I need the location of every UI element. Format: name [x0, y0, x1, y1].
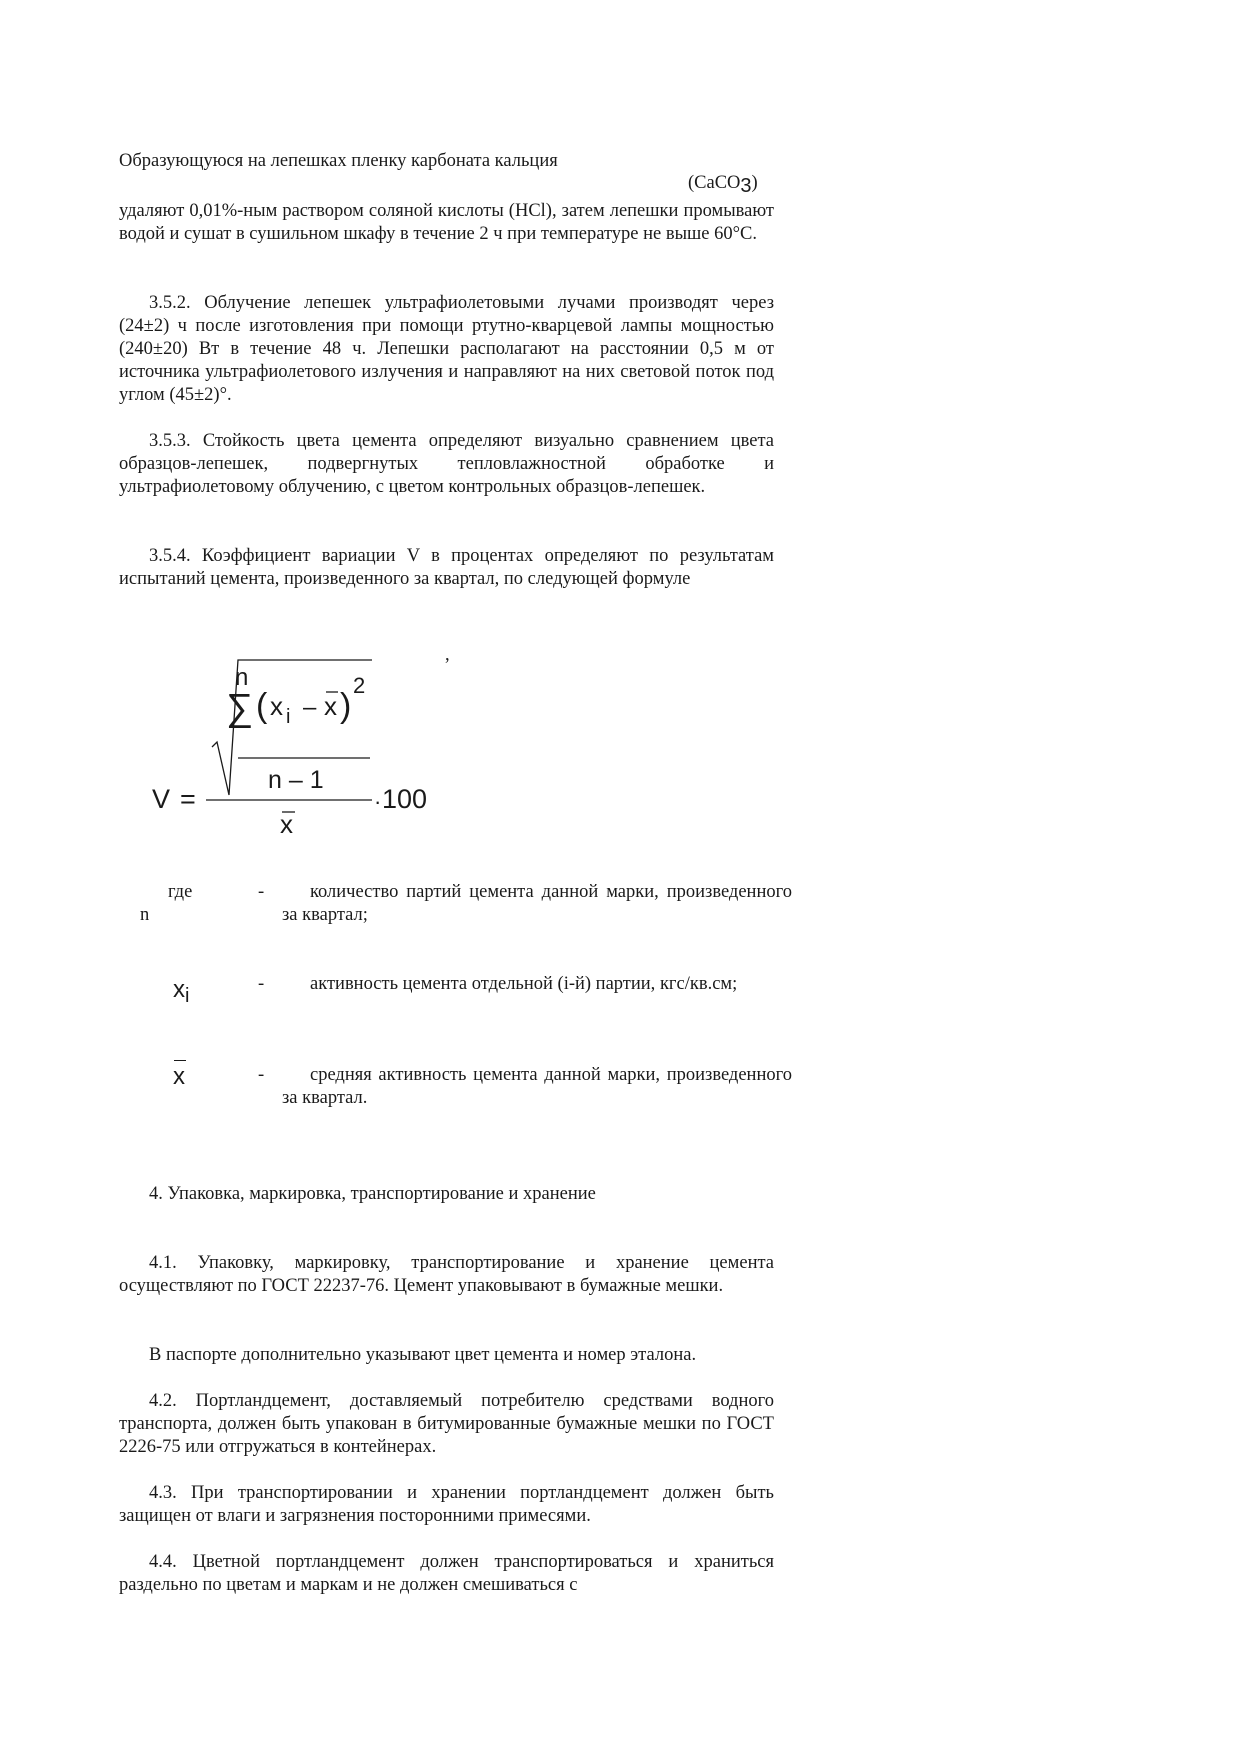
paragraph-3-5-3: 3.5.3. Стойкость цвета цемента определяют визуально сравнением цвета образцов-лепешек, подвергнутых тепловлажностной обработке и ультрафиолетовому облучению, с цветом контрольных образцов-лепешек. — [119, 431, 774, 497]
paragraph-caco3-removal: удаляют 0,01%-ным раствором соляной кислоты (HCl), затем лепешки промывают водой и сушат в сушильном шкафу в течение 2 ч при температуре не выше 60°С. — [119, 201, 774, 244]
symbol-n: n — [140, 905, 150, 925]
definition-xbar: средняя активность цемента данной марки, произведенного за квартал. — [282, 1065, 792, 1108]
paragraph-passport: В паспорте дополнительно указывают цвет цемента и номер эталона. — [149, 1345, 697, 1365]
right-paren: ) — [340, 687, 352, 725]
sum-upper-limit: n — [235, 664, 249, 691]
symbol-xi: $x_i$ — [173, 976, 190, 1007]
formula-lhs-v: V — [152, 784, 171, 814]
term-minus: – — [303, 694, 317, 721]
caco3-formula: (CaCO$_3$) — [688, 173, 758, 197]
factor-100: 100 — [382, 784, 428, 814]
paragraph-3-5-4: 3.5.4. Коэффициент вариации V в процентах определяют по результатам испытаний цемента, произведенного за квартал, по следующей формуле — [119, 546, 774, 589]
variation-coefficient-formula — [140, 650, 460, 850]
paragraph-3-5-2: 3.5.2. Облучение лепешек ультрафиолетовыми лучами производят через (24±2) ч после изготовления при помощи ртутно-кварцевой лампы мощностью (240±20) Вт в течение 48 ч. Лепешки располагают на расстоянии 0,5 м от источника ультрафиолетового излучения и направляют на них световой поток под углом (45±2)°. — [119, 293, 774, 405]
where-label: где — [168, 882, 193, 902]
symbol-xbar: x — [173, 1063, 185, 1090]
term-xbar: x — [324, 691, 337, 721]
multiply-dot: · — [374, 789, 382, 814]
xbar-overline — [174, 1060, 186, 1061]
term-x: x — [270, 691, 283, 721]
definition-n: количество партий цемента данной марки, произведенного за квартал; — [282, 882, 792, 925]
definition-dash: - — [258, 882, 265, 902]
definition-xi: активность цемента отдельной (i-й) партии, кгс/кв.см; — [310, 974, 738, 994]
paragraph-4-2: 4.2. Портландцемент, доставляемый потребителю средствами водного транспорта, должен быть упакован в битумированные бумажные мешки по ГОСТ 2226-75 или отгружаться в контейнерах. — [119, 1391, 774, 1457]
denominator-xbar: x — [280, 809, 293, 839]
paragraph-4-4: 4.4. Цветной портландцемент должен транспортироваться и храниться раздельно по цветам и маркам и не должен смешиваться с — [119, 1552, 774, 1595]
paragraph-caco3-intro: Образующуюся на лепешках пленку карбоната кальция — [119, 151, 558, 171]
term-power: 2 — [353, 673, 366, 698]
denominator: n – 1 — [268, 766, 324, 794]
paragraph-4-3: 4.3. При транспортировании и хранении портландцемент должен быть защищен от влаги и загрязнения посторонними примесями. — [119, 1483, 774, 1526]
formula-equals: = — [180, 784, 196, 814]
sigma-symbol: ∑ — [226, 687, 254, 729]
term-sub-i: i — [286, 706, 291, 728]
paragraph-4-1: 4.1. Упаковку, маркировку, транспортирование и хранение цемента осуществляют по ГОСТ 22237-76. Цемент упаковывают в бумажные мешки. — [119, 1253, 774, 1296]
left-paren: ( — [256, 687, 268, 725]
definition-dash: - — [258, 1065, 265, 1085]
definition-dash: - — [258, 974, 265, 994]
formula-comma: , — [445, 645, 450, 665]
section-4-heading: 4. Упаковка, маркировка, транспортирование и хранение — [149, 1184, 596, 1204]
